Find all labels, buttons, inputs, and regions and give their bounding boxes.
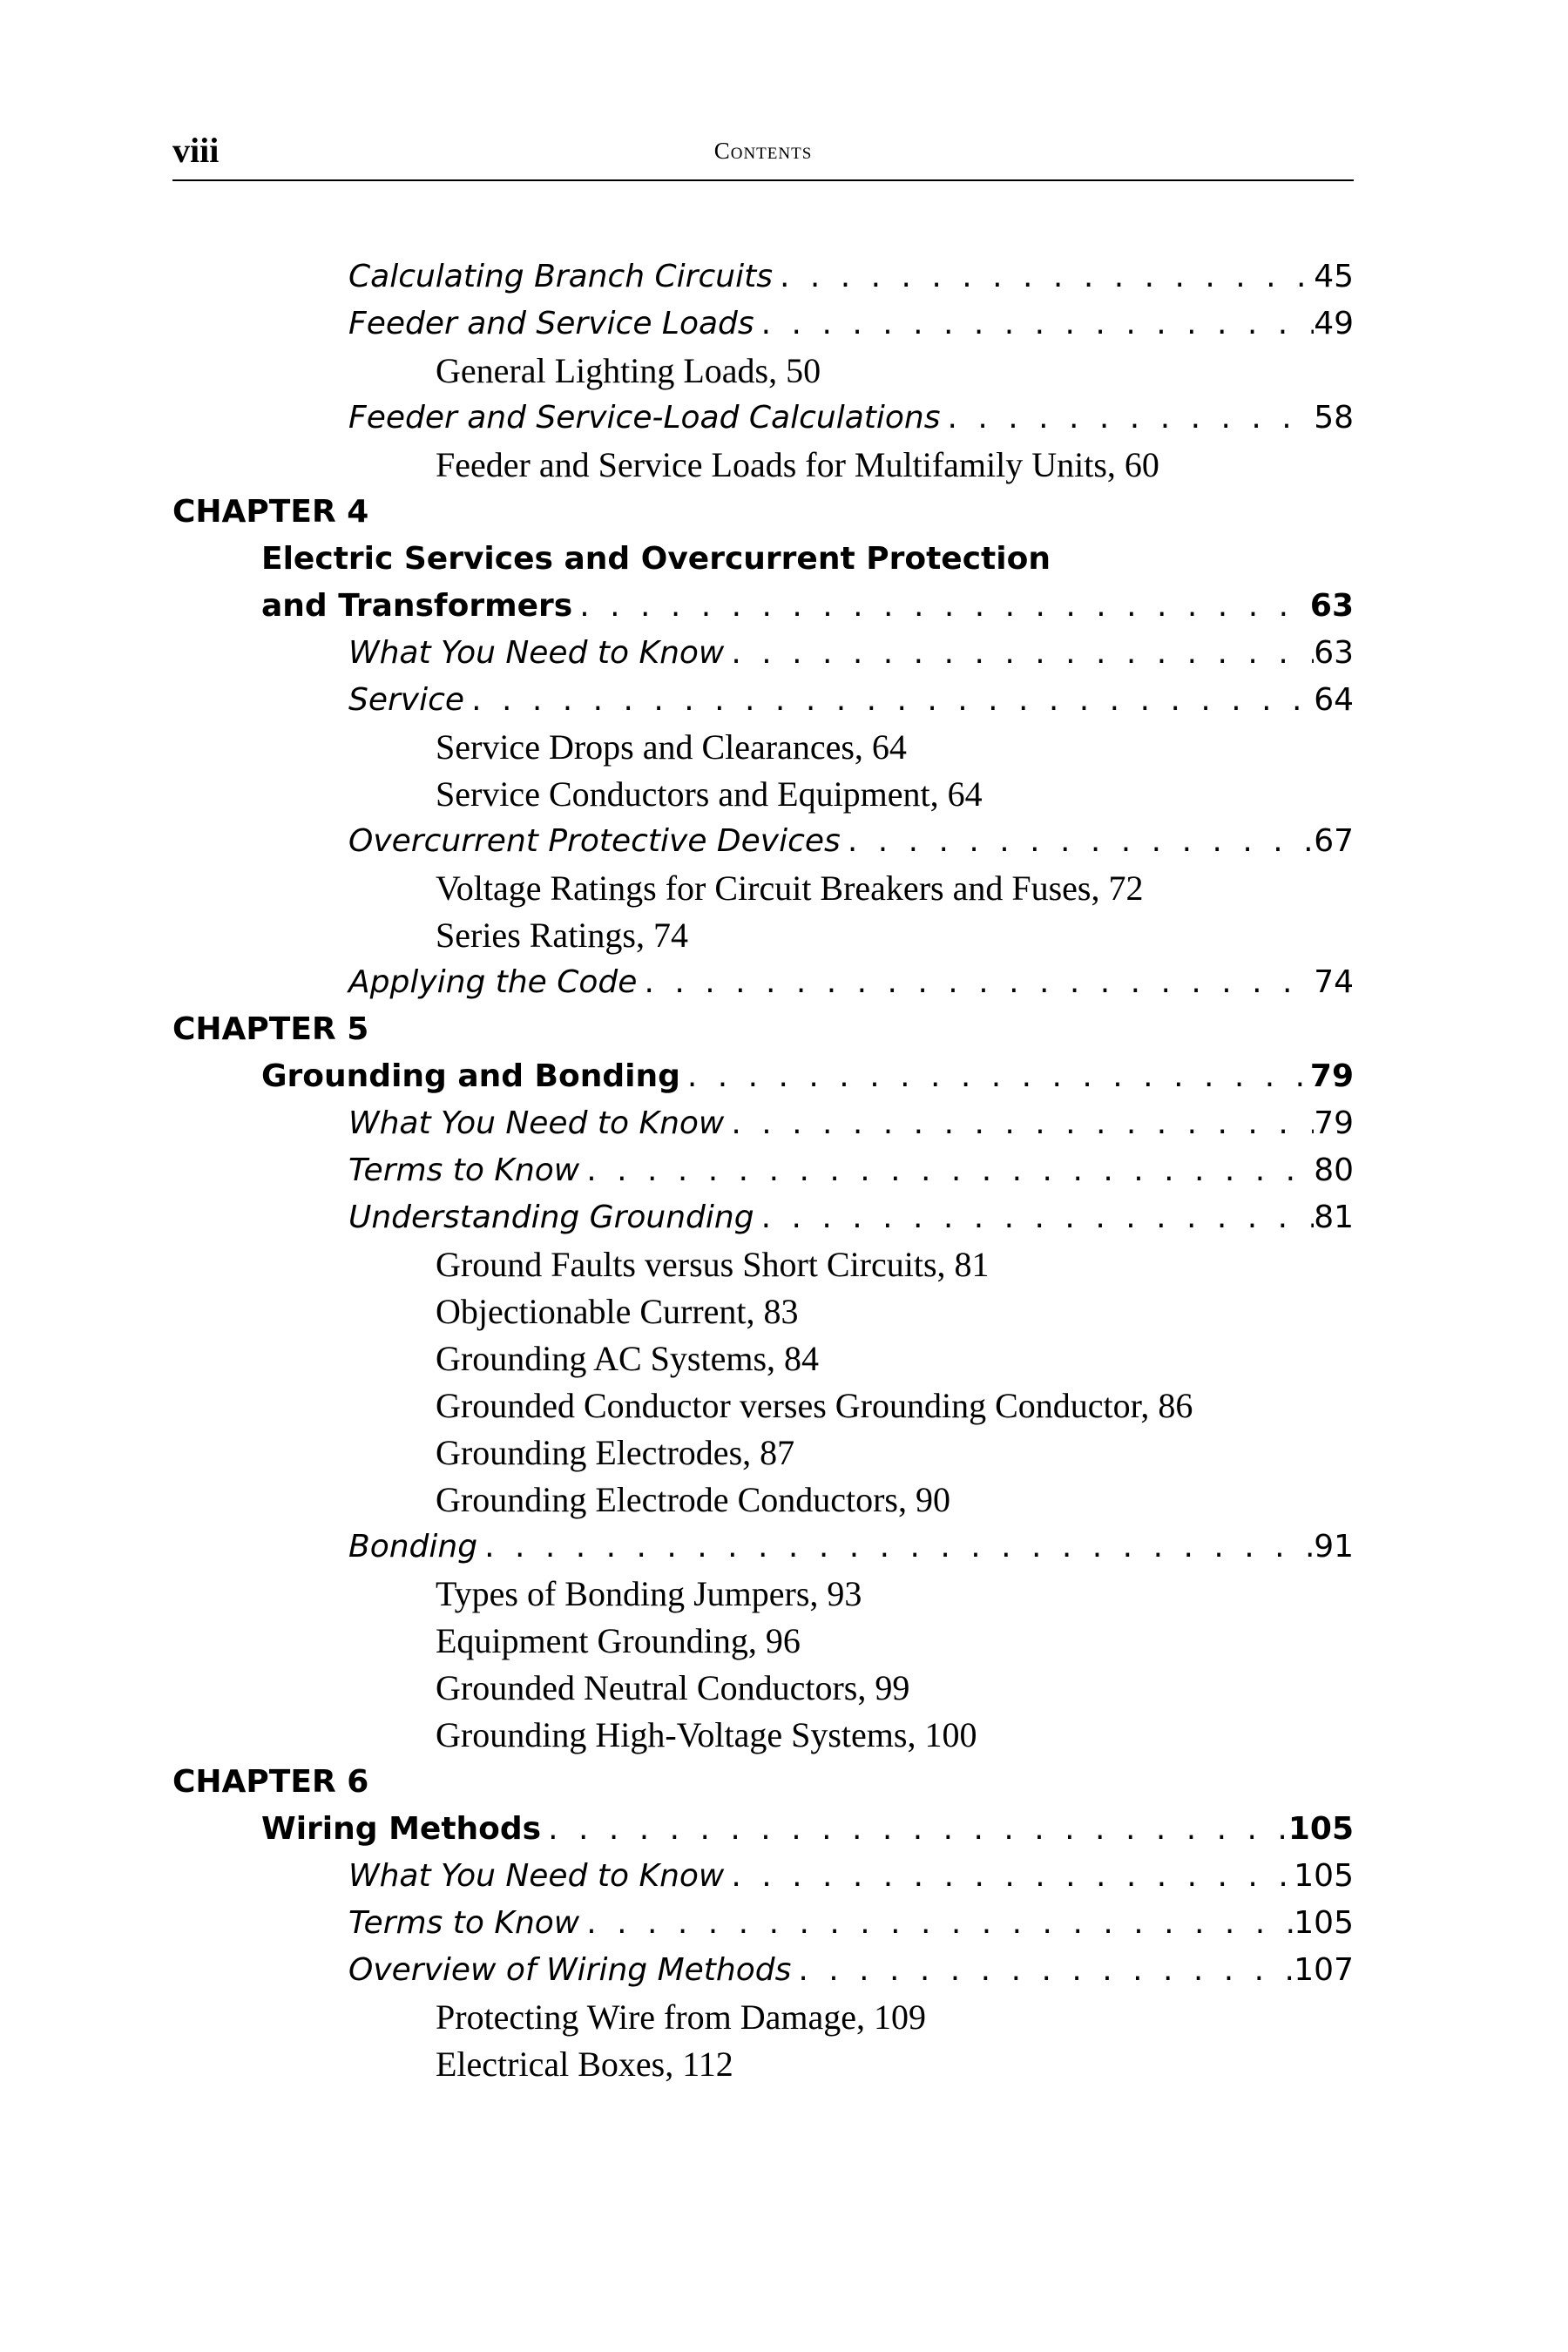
toc-page-number: 80 [1314, 1152, 1354, 1188]
toc-section-entry [172, 677, 1354, 724]
leader-dots [572, 583, 1310, 630]
toc-section-entry [172, 1194, 1354, 1241]
toc-subsection: Grounding Electrode Conductors, 90 [436, 1480, 950, 1519]
chapter-label: CHAPTER 5 [172, 1011, 369, 1047]
toc-section-entry [172, 1900, 1354, 1947]
chapter-title-entry [172, 1053, 1354, 1100]
toc-subsection: Protecting Wire from Damage, 109 [436, 1997, 927, 2037]
toc-page-number: 91 [1314, 1529, 1354, 1565]
leader-dots [940, 395, 1314, 442]
leader-dots [579, 1147, 1314, 1194]
toc-section-entry [172, 959, 1354, 1006]
toc-section-title: Feeder and Service Loads [348, 306, 754, 341]
toc-subsection: Feeder and Service Loads for Multifamily Units, 60 [436, 445, 1159, 484]
toc-section-title: What You Need to Know [348, 1105, 725, 1141]
chapter-title-line: Electric Services and Overcurrent Protection [261, 541, 1051, 577]
leader-dots [773, 253, 1314, 301]
leader-dots [841, 818, 1314, 865]
toc-page-number: 58 [1314, 400, 1354, 436]
toc-page-number: 64 [1314, 682, 1354, 718]
toc-section-entry [172, 301, 1354, 348]
toc-page-number: 79 [1309, 1058, 1354, 1094]
chapter-title: Grounding and Bonding [261, 1058, 680, 1094]
leader-dots [464, 677, 1314, 724]
chapter-title-entry [172, 583, 1354, 630]
toc-subsection: Grounding AC Systems, 84 [436, 1339, 820, 1378]
toc-subsection: Objectionable Current, 83 [436, 1292, 799, 1331]
leader-dots [754, 301, 1315, 348]
toc-section-entry [172, 818, 1354, 865]
toc-section-title: Overview of Wiring Methods [348, 1952, 792, 1988]
toc-subsection: Grounding Electrodes, 87 [436, 1433, 795, 1472]
toc-section-title: Understanding Grounding [348, 1200, 754, 1235]
toc-page-number: 67 [1314, 823, 1354, 859]
toc-page-number: 105 [1294, 1905, 1354, 1941]
toc-section-title: Feeder and Service-Load Calculations [348, 400, 941, 436]
toc-subsection: Equipment Grounding, 96 [436, 1621, 801, 1660]
toc-page-number: 79 [1314, 1105, 1354, 1141]
chapter-label: CHAPTER 4 [172, 494, 369, 530]
toc-subsection: Voltage Ratings for Circuit Breakers and Fuses, 72 [436, 868, 1144, 908]
toc-page-number: 81 [1314, 1200, 1354, 1235]
toc-subsection: Grounding High-Voltage Systems, 100 [436, 1715, 977, 1754]
toc-section-title: Service [348, 682, 465, 718]
chapter-title: and Transformers [261, 588, 573, 624]
leader-dots [724, 1100, 1314, 1147]
toc-page-number: 105 [1288, 1811, 1354, 1847]
toc-section-title: What You Need to Know [348, 1858, 725, 1894]
toc-subsection: Electrical Boxes, 112 [436, 2044, 733, 2084]
toc-section-entry [172, 1524, 1354, 1571]
toc-page-number: 63 [1314, 635, 1354, 671]
toc-section-title: What You Need to Know [348, 635, 725, 671]
toc-section-title: Terms to Know [348, 1152, 580, 1188]
chapter-label: CHAPTER 6 [172, 1764, 369, 1800]
toc-subsection: Grounded Neutral Conductors, 99 [436, 1668, 910, 1707]
leader-dots [477, 1524, 1314, 1571]
leader-dots [541, 1806, 1288, 1853]
toc-page-number: 49 [1314, 306, 1354, 341]
toc-page-number: 45 [1314, 259, 1354, 294]
leader-dots [724, 630, 1314, 677]
toc-section-title: Terms to Know [348, 1905, 580, 1941]
leader-dots [680, 1053, 1310, 1100]
toc-subsection: General Lighting Loads, 50 [436, 351, 821, 390]
toc-subsection: Service Drops and Clearances, 64 [436, 727, 907, 767]
toc-section-title: Applying the Code [348, 964, 638, 1000]
toc-section-entry [172, 1147, 1354, 1194]
toc-section-title: Overcurrent Protective Devices [348, 823, 841, 859]
toc-subsection: Series Ratings, 74 [436, 916, 688, 955]
page-header [172, 131, 1354, 181]
chapter-title: Wiring Methods [261, 1811, 542, 1847]
toc-subsection: Ground Faults versus Short Circuits, 81 [436, 1245, 990, 1284]
toc-page-number: 105 [1294, 1858, 1354, 1894]
leader-dots [754, 1194, 1315, 1241]
running-head: Contents [713, 138, 813, 164]
toc-page-number: 63 [1309, 588, 1354, 624]
toc-section-entry [172, 253, 1354, 301]
table-of-contents [172, 253, 1354, 2088]
toc-subsection: Grounded Conductor verses Grounding Conductor, 86 [436, 1386, 1193, 1425]
page-number: viii [172, 131, 220, 170]
toc-section-entry [172, 395, 1354, 442]
toc-section-title: Calculating Branch Circuits [348, 259, 773, 294]
leader-dots [637, 959, 1314, 1006]
toc-subsection: Service Conductors and Equipment, 64 [436, 774, 983, 814]
toc-section-entry [172, 1100, 1354, 1147]
leader-dots [579, 1900, 1294, 1947]
toc-page-number: 74 [1314, 964, 1354, 1000]
toc-section-entry [172, 1853, 1354, 1900]
leader-dots [791, 1947, 1294, 1994]
leader-dots [724, 1853, 1294, 1900]
toc-section-entry [172, 1947, 1354, 1994]
toc-section-entry [172, 630, 1354, 677]
toc-page-number: 107 [1294, 1952, 1354, 1988]
toc-subsection: Types of Bonding Jumpers, 93 [436, 1574, 862, 1613]
toc-section-title: Bonding [348, 1529, 478, 1565]
chapter-title-entry [172, 1806, 1354, 1853]
